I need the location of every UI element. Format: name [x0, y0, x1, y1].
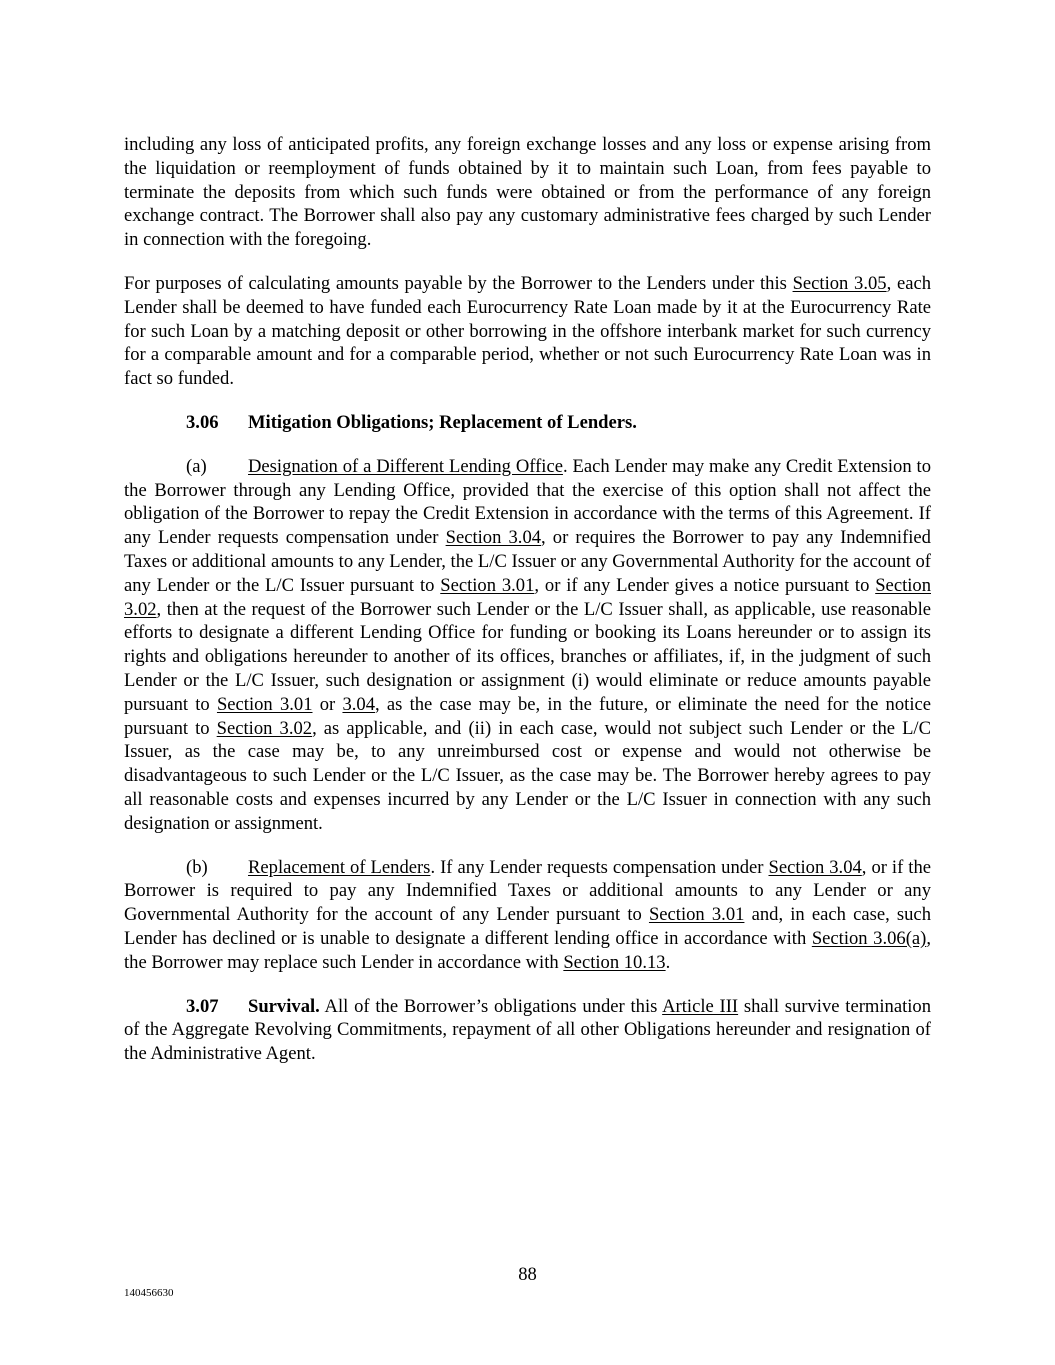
cross-reference-link[interactable]: Section 3.01 [440, 574, 535, 596]
text: , each Lender shall be deemed to have funded each Eurocurrency Rate Loan made by it at the Eurocurrency Rate for such Loan by a matching deposit or other borrowing in the offshore interbank market for such currency for a comparable amount and for a comparable period, whether or not such Eurocurrency Rate Loan was in fact so funded. [124, 272, 932, 390]
section-heading-3-06 [124, 411, 931, 435]
text: , or if any Lender gives a notice pursuant to [534, 574, 876, 596]
text: or [312, 693, 343, 715]
paragraph-a [124, 455, 931, 836]
cross-reference-link[interactable]: Section 10.13 [563, 951, 666, 973]
page-number: 88 [518, 1264, 537, 1285]
cross-reference-link[interactable]: Section 3.01 [648, 904, 745, 926]
text: , or if the Borrower is required to pay any Indemnified Taxes or additional amounts to any Lender or any Governmental Authority for the account of any Lender pursuant to [124, 856, 931, 926]
clause-heading: Designation of a Different Lending Office [248, 455, 563, 477]
text: , as applicable, and (ii) in each case, would not subject such Lender or the L/C Issuer, as the case may be, to any unreimbursed cost or expense and would not otherwise be disadvantageous to such Lender or the L/C Issuer, as the case may be. The Borrower hereby agrees to pay all reasonable costs and expenses incurred by any Lender or the L/C Issuer in connection with any such designation or assignment. [124, 717, 931, 834]
cross-reference-link[interactable]: Section 3.02 [124, 574, 931, 620]
text: . Each Lender may make any Credit Extension to the Borrower through any Lending Office, provided that the exercise of this option shall not affect the obligation of the Borrower to repay the Credit Extension in accordance with the terms of this Agreement. If any Lender requests compensation under [124, 455, 931, 549]
text: shall survive termination of the Aggregate Revolving Commitments, repayment of all other Obligations hereunder and resignation of the Administrative Agent. [124, 995, 932, 1065]
paragraph-funding-assumption [124, 272, 931, 391]
text: All of the Borrower’s obligations under this [319, 995, 663, 1017]
clause-label: (a) [186, 455, 207, 477]
paragraph-continuation: including any loss of anticipated profits, any foreign exchange losses and any loss or expense arising from the liquidation or reemployment of funds obtained by it to maintain such Loan, from fees payable to terminate the deposits from which such funds were obtained or from the performance of any foreign exchange contract. The Borrower shall also pay any customary administrative fees charged by such Lender in connection with the foregoing. [124, 134, 931, 251]
paragraph-b [124, 856, 931, 975]
cross-reference-link[interactable]: Section 3.04 [445, 527, 542, 549]
cross-reference-link[interactable]: Section 3.04 [768, 856, 862, 878]
cross-reference-link[interactable]: Section 3.05 [792, 272, 887, 294]
clause-heading: Replacement of Lenders [248, 856, 431, 878]
cross-reference-link[interactable]: Section 3.01 [216, 693, 313, 715]
text: , then at the request of the Borrower such Lender or the L/C Issuer shall, as applicable, use reasonable efforts to designate a different Lending Office for funding or booking its Loans hereunder or to assign its rights and obligations hereunder to another of its offices, branches or affiliates, if, in the judgment of such Lender or the L/C Issuer, such designation or assignment (i) would eliminate or reduce amounts payable pursuant to [124, 598, 931, 715]
text: . [665, 951, 671, 973]
text: , or requires the Borrower to pay any Indemnified Taxes or additional amounts to any Lender, the L/C Issuer or any Governmental Authority for the account of any Lender or the L/C Issuer pursuant to [124, 527, 931, 596]
text: , as the case may be, in the future, or eliminate the need for the notice pursuant to [124, 693, 931, 739]
text: and, in each case, such Lender has declined or is unable to designate a different lending office in accordance with [124, 904, 931, 949]
section-title: Survival. [248, 995, 320, 1017]
section-3-07-survival [124, 995, 931, 1066]
clause-label: (b) [186, 856, 208, 878]
text: , the Borrower may replace such Lender in accordance with [124, 927, 931, 973]
cross-reference-link[interactable]: Article III [662, 995, 739, 1017]
section-title: Mitigation Obligations; Replacement of Lenders. [248, 411, 637, 433]
section-number: 3.06 [186, 411, 219, 433]
cross-reference-link[interactable]: Section 3.02 [216, 717, 313, 739]
text: . If any Lender requests compensation under [430, 856, 769, 878]
document-page [124, 133, 931, 1066]
cross-reference-link[interactable]: 3.04 [342, 693, 375, 715]
document-id: 140456630 [124, 1287, 174, 1299]
text: For purposes of calculating amounts payable by the Borrower to the Lenders under this [124, 272, 793, 294]
section-number: 3.07 [186, 995, 219, 1017]
cross-reference-link[interactable]: Section 3.06(a) [811, 927, 927, 949]
